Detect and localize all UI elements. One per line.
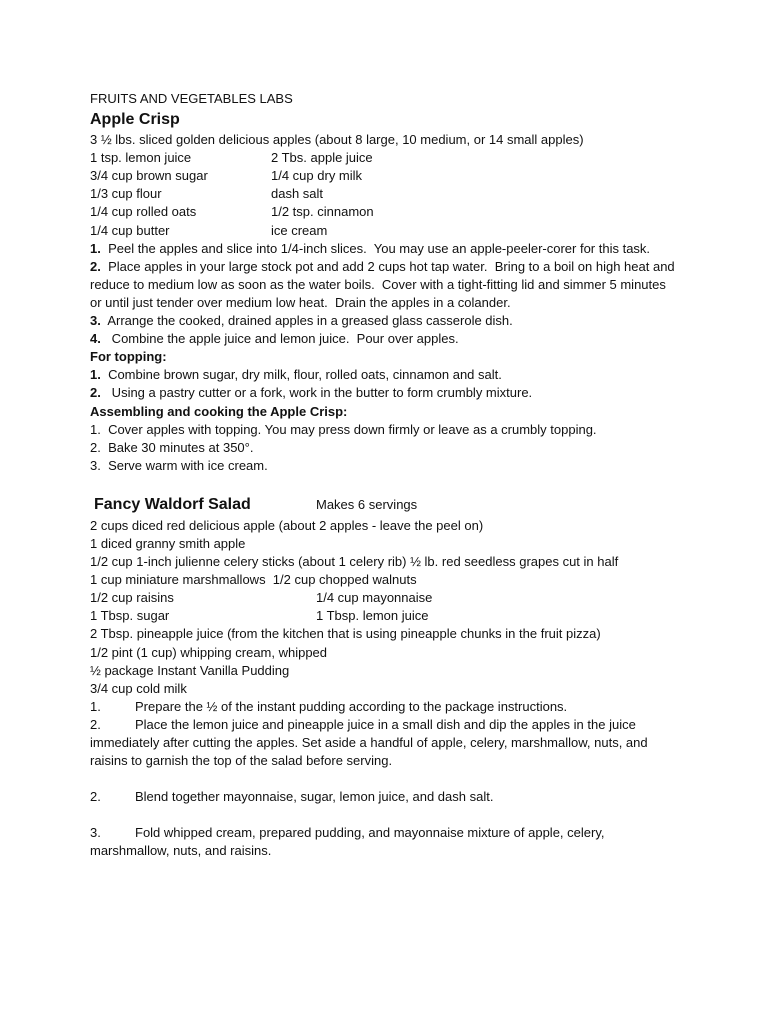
step-item: 2. Place apples in your large stock pot and add 2 cups hot tap water. Bring to a boil on high heat and reduce to medium low as soon as the water boils. Cover with a tight-fitting lid and simmer 5 minutes or until just tender over medium low heat. Drain the apples in a colander. [90, 258, 679, 310]
spacer [90, 806, 680, 824]
ingredient-row: 1/3 cup flour dash salt [90, 186, 324, 202]
apple-crisp-title: Apple Crisp [90, 111, 180, 129]
ingredient-line: 2 Tbsp. pineapple juice (from the kitchen that is using pineapple chunks in the fruit pizza) [90, 626, 601, 642]
waldorf-ingredients [90, 517, 680, 698]
waldorf-header [90, 493, 680, 517]
topping-heading: For topping: [90, 349, 167, 365]
step-item: 1. Peel the apples and slice into 1/4-inch slices. You may use an apple-peeler-corer for this task. [90, 240, 651, 256]
step-item: 3. Fold whipped cream, prepared pudding, and mayonnaise mixture of apple, celery, marshmallow, nuts, and raisins. [90, 825, 605, 859]
step-item: 2. Place the lemon juice and pineapple juice in a small dish and dip the apples in the juice immediately after cutting the apples. Set aside a handful of apple, celery, marshmallow, nuts, and raisins to garnish the top of the salad before serving. [90, 716, 648, 769]
step-item: 1. Cover apples with topping. You may press down firmly or leave as a crumbly topping. [90, 421, 597, 437]
waldorf-steps [90, 698, 680, 861]
ingredient-line: 1/2 pint (1 cup) whipping cream, whipped [90, 644, 328, 660]
apple-crisp-intro: 3 ½ lbs. sliced golden delicious apples (about 8 large, 10 medium, or 14 small apples) [90, 132, 584, 148]
assembly-steps [90, 421, 680, 475]
ingredient-row: 1/4 cup butter ice cream [90, 222, 328, 238]
ingredient-row: 1/4 cup rolled oats 1/2 tsp. cinnamon [90, 204, 374, 220]
apple-crisp-ingredients [90, 149, 680, 239]
step-item: 2. Using a pastry cutter or a fork, work in the butter to form crumbly mixture. [90, 385, 533, 401]
ingredient-row: 3/4 cup brown sugar 1/4 cup dry milk [90, 168, 363, 184]
apple-crisp-steps [90, 240, 680, 349]
waldorf-servings: Makes 6 servings [316, 496, 418, 512]
step-item: 4. Combine the apple juice and lemon juice. Pour over apples. [90, 331, 459, 347]
assembly-heading: Assembling and cooking the Apple Crisp: [90, 403, 348, 419]
step-item: 3. Serve warm with ice cream. [90, 457, 268, 473]
step-item: 1. Prepare the ½ of the instant pudding according to the package instructions. [90, 698, 568, 714]
ingredient-row: 1/2 cup raisins 1/4 cup mayonnaise [90, 590, 433, 606]
topping-steps [90, 366, 680, 402]
ingredient-line: 1 diced granny smith apple [90, 535, 246, 551]
step-item: 2. Blend together mayonnaise, sugar, lemon juice, and dash salt. [90, 789, 494, 805]
page-header: FRUITS AND VEGETABLES LABS [90, 91, 293, 106]
ingredient-line: 2 cups diced red delicious apple (about 2 apples - leave the peel on) [90, 517, 484, 533]
ingredient-line: ½ package Instant Vanilla Pudding [90, 662, 290, 678]
ingredient-line: 1 cup miniature marshmallows 1/2 cup chopped walnuts [90, 572, 417, 588]
step-item: 3. Arrange the cooked, drained apples in a greased glass casserole dish. [90, 313, 513, 329]
spacer [90, 770, 680, 788]
ingredient-line: 3/4 cup cold milk [90, 680, 187, 696]
step-item: 1. Combine brown sugar, dry milk, flour, rolled oats, cinnamon and salt. [90, 367, 502, 383]
waldorf-title: Fancy Waldorf Salad [94, 495, 251, 513]
ingredient-line: 1/2 cup 1-inch julienne celery sticks (about 1 celery rib) ½ lb. red seedless grapes cut in half [90, 554, 619, 570]
document-content [90, 90, 680, 860]
ingredient-row: 1 tsp. lemon juice 2 Tbs. apple juice [90, 150, 373, 166]
step-item: 2. Bake 30 minutes at 350°. [90, 439, 254, 455]
ingredient-row: 1 Tbsp. sugar 1 Tbsp. lemon juice [90, 608, 429, 624]
